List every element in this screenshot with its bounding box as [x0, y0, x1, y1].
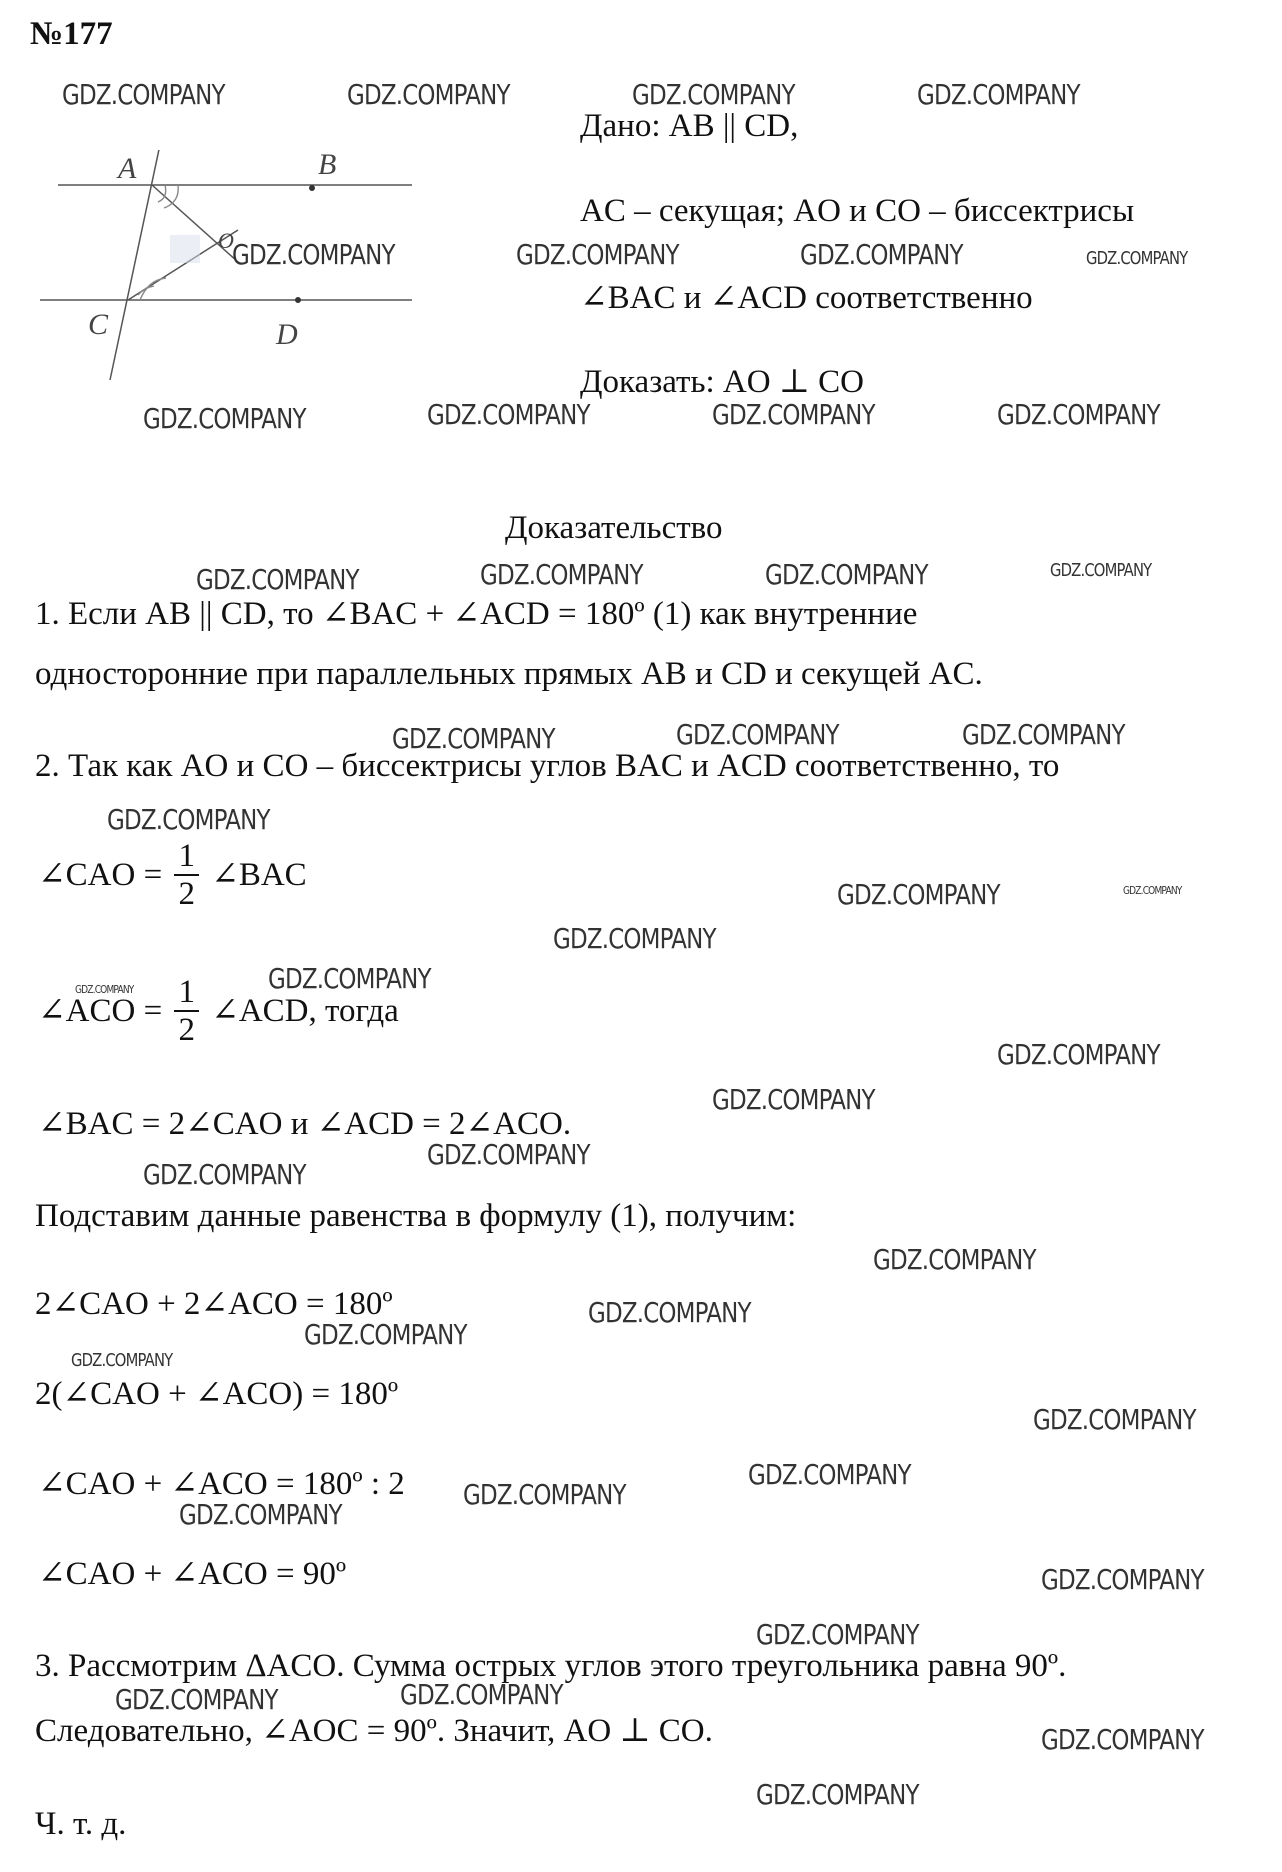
watermark: GDZ.COMPANY: [1123, 884, 1182, 897]
step2-line1: 2. Так как AO и CO – биссектрисы углов BAC и ACD соответственно, то: [35, 748, 1060, 784]
watermark: GDZ.COMPANY: [553, 922, 716, 955]
fraction-denominator: 2: [178, 876, 195, 913]
equation-sum-doubled: 2∠CAO + 2∠ACO = 180º: [35, 1286, 393, 1322]
right-angle-shade: [170, 235, 200, 263]
angle-arc-c1: [138, 286, 154, 295]
watermark: GDZ.COMPANY: [427, 1138, 590, 1171]
step1-line2: односторонние при параллельных прямых AB и CD и секущей AC.: [35, 656, 983, 692]
watermark: GDZ.COMPANY: [997, 398, 1160, 431]
given-line-1: Дано: AB || CD,: [580, 108, 799, 144]
watermark: GDZ.COMPANY: [480, 558, 643, 591]
watermark: GDZ.COMPANY: [756, 1618, 919, 1651]
proof-title: Доказательство: [505, 510, 723, 546]
watermark: GDZ.COMPANY: [800, 238, 963, 271]
fraction-one-half: [174, 838, 199, 913]
equation-factored: 2(∠CAO + ∠ACO) = 180º: [35, 1376, 399, 1412]
given-line-3: ∠BAC и ∠ACD соответственно: [580, 280, 1033, 316]
watermark: GDZ.COMPANY: [143, 402, 306, 435]
label-c: C: [88, 308, 109, 341]
fraction-numerator-2: 1: [174, 974, 199, 1012]
eq1-right: ∠BAC: [211, 856, 307, 893]
watermark: GDZ.COMPANY: [756, 1778, 919, 1811]
watermark: GDZ.COMPANY: [632, 78, 795, 111]
step1-line1: 1. Если AB || CD, то ∠BAC + ∠ACD = 180º (1) как внутренние: [35, 596, 918, 632]
watermark: GDZ.COMPANY: [588, 1296, 751, 1329]
watermark: GDZ.COMPANY: [400, 1678, 563, 1711]
qed: Ч. т. д.: [35, 1806, 127, 1842]
watermark: GDZ.COMPANY: [143, 1158, 306, 1191]
watermark: GDZ.COMPANY: [712, 398, 875, 431]
point-b: [309, 185, 315, 191]
eq2-left: ∠ACO =: [38, 992, 163, 1029]
equation-ninety: ∠CAO + ∠ACO = 90º: [38, 1556, 347, 1592]
eq1-left: ∠CAO =: [38, 856, 163, 893]
watermark: GDZ.COMPANY: [1041, 1723, 1204, 1756]
watermark: GDZ.COMPANY: [75, 983, 134, 996]
watermark: GDZ.COMPANY: [765, 558, 928, 591]
watermark: GDZ.COMPANY: [347, 78, 510, 111]
watermark: GDZ.COMPANY: [62, 78, 225, 111]
watermark: GDZ.COMPANY: [427, 398, 590, 431]
watermark: GDZ.COMPANY: [463, 1478, 626, 1511]
label-o: O: [218, 228, 234, 253]
watermark: GDZ.COMPANY: [304, 1318, 467, 1351]
watermark: GDZ.COMPANY: [676, 718, 839, 751]
watermark: GDZ.COMPANY: [268, 962, 431, 995]
watermark: GDZ.COMPANY: [748, 1458, 911, 1491]
eq2-right: ∠ACD, тогда: [211, 992, 399, 1029]
watermark: GDZ.COMPANY: [516, 238, 679, 271]
watermark: GDZ.COMPANY: [71, 1350, 173, 1371]
watermark: GDZ.COMPANY: [1086, 248, 1188, 269]
watermark: GDZ.COMPANY: [962, 718, 1125, 751]
equation-double-angles: ∠BAC = 2∠CAO и ∠ACD = 2∠ACO.: [38, 1106, 572, 1142]
watermark: GDZ.COMPANY: [873, 1243, 1036, 1276]
fraction-one-half-2: [174, 974, 199, 1049]
watermark: GDZ.COMPANY: [1050, 560, 1152, 581]
prove-line: Доказать: AO ⊥ CO: [580, 364, 864, 400]
watermark: GDZ.COMPANY: [107, 803, 270, 836]
watermark: GDZ.COMPANY: [232, 238, 395, 271]
watermark: GDZ.COMPANY: [712, 1083, 875, 1116]
substitute-line: Подставим данные равенства в формулу (1), получим:: [35, 1198, 797, 1234]
label-b: B: [318, 150, 337, 181]
step3-line1: 3. Рассмотрим ΔACO. Сумма острых углов этого треугольника равна 90º.: [35, 1648, 1067, 1684]
fraction-denominator-2: 2: [178, 1012, 195, 1049]
given-line-2: AC – секущая; AO и CO – биссектрисы: [580, 193, 1135, 229]
watermark: GDZ.COMPANY: [917, 78, 1080, 111]
watermark: GDZ.COMPANY: [179, 1498, 342, 1531]
watermark: GDZ.COMPANY: [392, 722, 555, 755]
step3-line2: Следовательно, ∠AOC = 90º. Значит, AO ⊥ CO.: [35, 1713, 713, 1749]
fraction-numerator: 1: [174, 838, 199, 876]
watermark: GDZ.COMPANY: [1041, 1563, 1204, 1596]
watermark: GDZ.COMPANY: [997, 1038, 1160, 1071]
label-a: A: [118, 152, 137, 185]
watermark: GDZ.COMPANY: [837, 878, 1000, 911]
watermark: GDZ.COMPANY: [1033, 1403, 1196, 1436]
equation-cao-half: [38, 838, 307, 913]
point-d: [295, 297, 301, 303]
watermark: GDZ.COMPANY: [196, 563, 359, 596]
label-d: D: [276, 318, 298, 351]
equation-divided: ∠CAO + ∠ACO = 180º : 2: [38, 1466, 405, 1502]
problem-number: №177: [30, 16, 113, 52]
watermark: GDZ.COMPANY: [115, 1683, 278, 1716]
